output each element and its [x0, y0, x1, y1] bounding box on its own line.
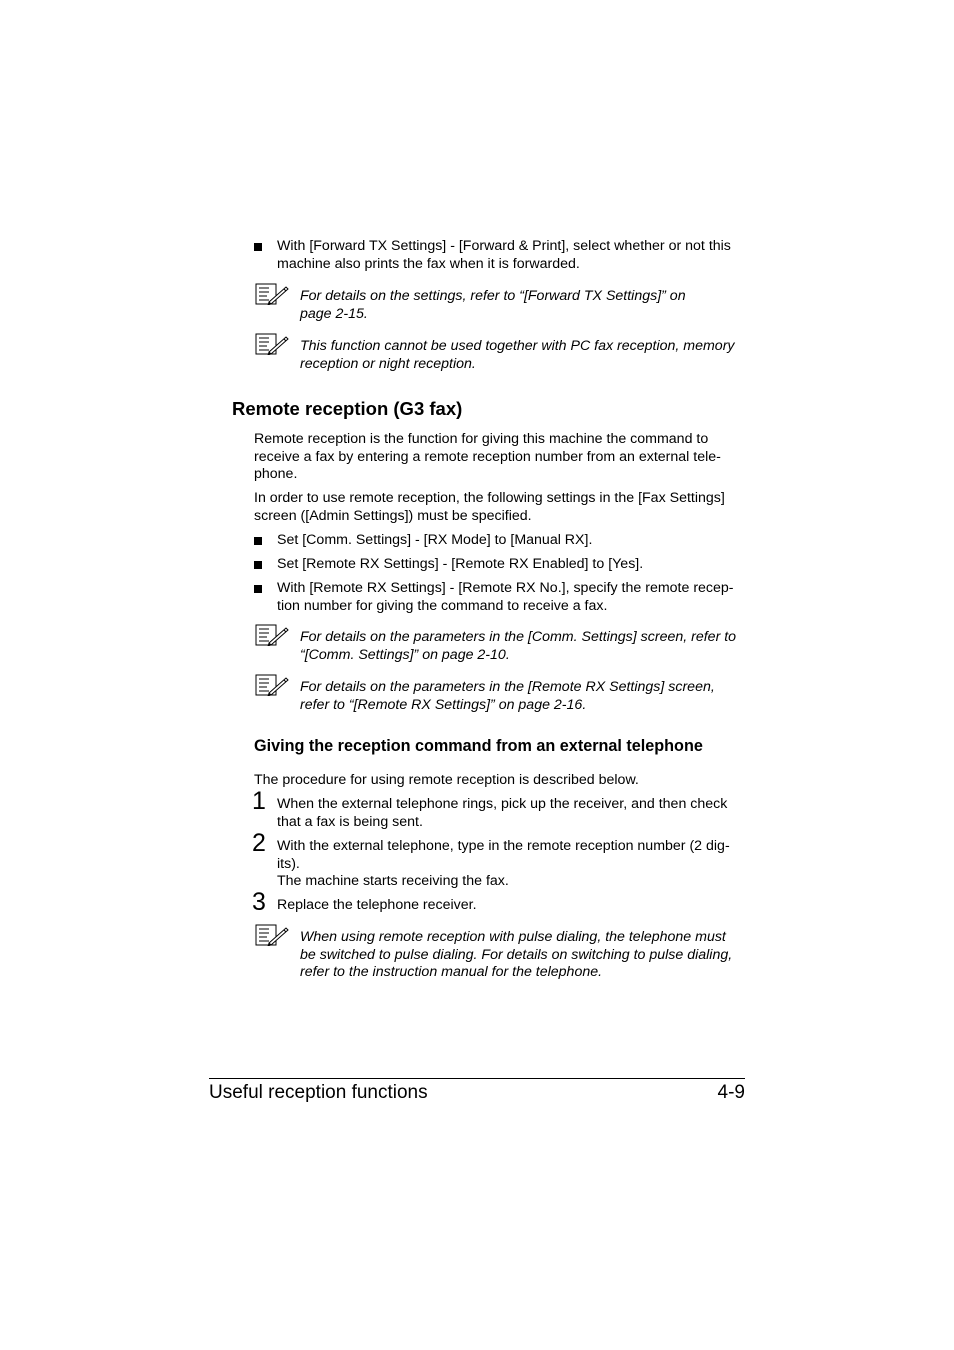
step-number: 2: [252, 829, 266, 857]
note-function-limitation: This function cannot be used together with PC fax reception, memory reception or night reception.: [300, 338, 735, 372]
footer-page-number: 4-9: [717, 1082, 745, 1103]
footer-rule: [209, 1078, 745, 1079]
note-icon: [255, 283, 289, 305]
subsection-title: Giving the reception command from an external telephone: [254, 737, 703, 755]
note-pulse-dialing: When using remote reception with pulse dialing, the telephone must be switched to pulse dialing. For details on switching to pulse dialing, refer to the instruction manual for the telephone.: [300, 929, 733, 980]
footer-section-name: Useful reception functions: [209, 1082, 428, 1103]
step-number: 3: [252, 888, 266, 916]
note-comm-settings: For details on the parameters in the [Comm. Settings] screen, refer to “[Comm. Settings]” on page 2-10.: [300, 629, 737, 663]
step-number: 1: [252, 787, 266, 815]
note-remote-rx-settings: For details on the parameters in the [Remote RX Settings] screen, refer to “[Remote RX Settings]” on page 2-16.: [300, 679, 715, 713]
settings-bullet: With [Remote RX Settings] - [Remote RX No.], specify the remote recep- tion number for giving the command to receive a fax.: [277, 580, 734, 614]
settings-bullet: Set [Remote RX Settings] - [Remote RX Enabled] to [Yes].: [277, 556, 644, 572]
section-title: Remote reception (G3 fax): [232, 398, 463, 419]
note-icon: [255, 333, 289, 355]
procedure-intro: The procedure for using remote reception is described below.: [254, 772, 639, 788]
step-text: With the external telephone, type in the remote reception number (2 dig- its). The machine starts receiving the fax.: [277, 838, 730, 889]
bullet-marker: [254, 537, 262, 545]
section-paragraph: In order to use remote reception, the following settings in the [Fax Settings] screen ([Admin Settings]) must be specified.: [254, 490, 725, 524]
note-forward-tx-settings: For details on the settings, refer to “[Forward TX Settings]” on page 2-15.: [300, 288, 686, 322]
settings-bullet: Set [Comm. Settings] - [RX Mode] to [Manual RX].: [277, 532, 593, 548]
note-icon: [255, 924, 289, 946]
note-icon: [255, 674, 289, 696]
step-text: Replace the telephone receiver.: [277, 897, 477, 913]
bullet-marker: [254, 561, 262, 569]
bullet-marker: [254, 243, 262, 251]
bullet-marker: [254, 585, 262, 593]
intro-bullet-text: With [Forward TX Settings] - [Forward & Print], select whether or not this machine also prints the fax when it is forwarded.: [277, 238, 731, 272]
section-paragraph: Remote reception is the function for giving this machine the command to receive a fax by entering a remote reception number from an external tele- phone.: [254, 431, 721, 482]
note-icon: [255, 624, 289, 646]
step-text: When the external telephone rings, pick up the receiver, and then check that a fax is being sent.: [277, 796, 728, 830]
